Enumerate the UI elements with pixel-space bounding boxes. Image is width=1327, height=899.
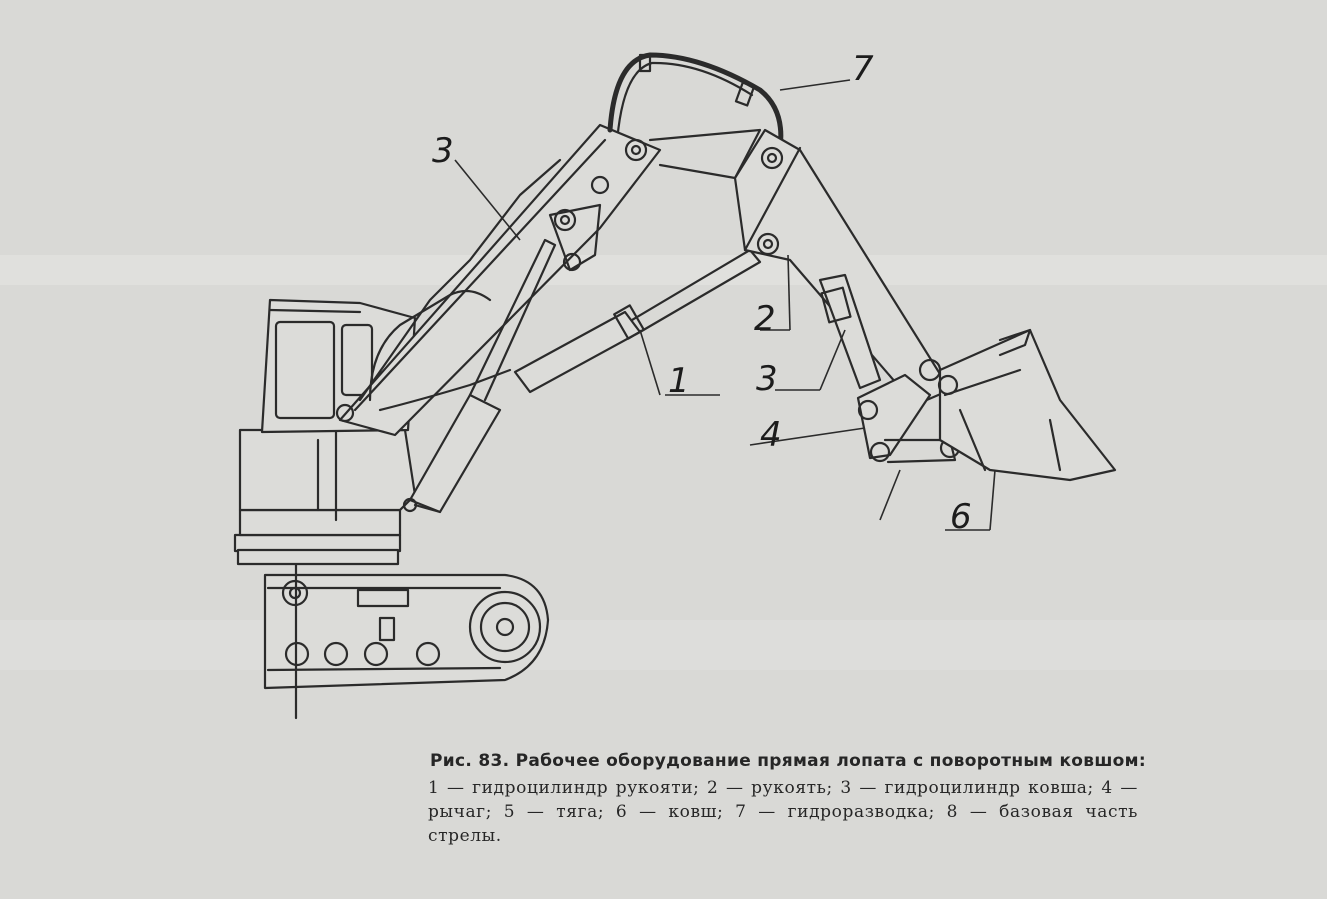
crawler-track — [265, 560, 548, 718]
leader-lines — [455, 80, 995, 530]
bucket — [939, 330, 1115, 480]
label-3-upper: 3 — [432, 131, 454, 171]
label-3-lower: 3 — [756, 359, 778, 399]
label-6: 6 — [950, 497, 972, 537]
caption-legend: 1 — гидроцилиндр рукояти; 2 — рукоять; 3 — гидроцилиндр ковша; 4 — рычаг; 5 — тяга; 6 — ковш; 7 — гидроразводка; 8 — базовая часть стрелы. — [428, 778, 1138, 846]
label-4: 4 — [760, 415, 782, 455]
label-1: 1 — [668, 361, 690, 401]
caption-title: Рис. 83. Рабочее оборудование прямая лопата с поворотным ковшом: — [430, 751, 1146, 771]
figure-caption — [418, 750, 1158, 848]
label-2: 2 — [754, 299, 776, 339]
label-7: 7 — [852, 49, 874, 89]
turntable — [235, 430, 415, 564]
